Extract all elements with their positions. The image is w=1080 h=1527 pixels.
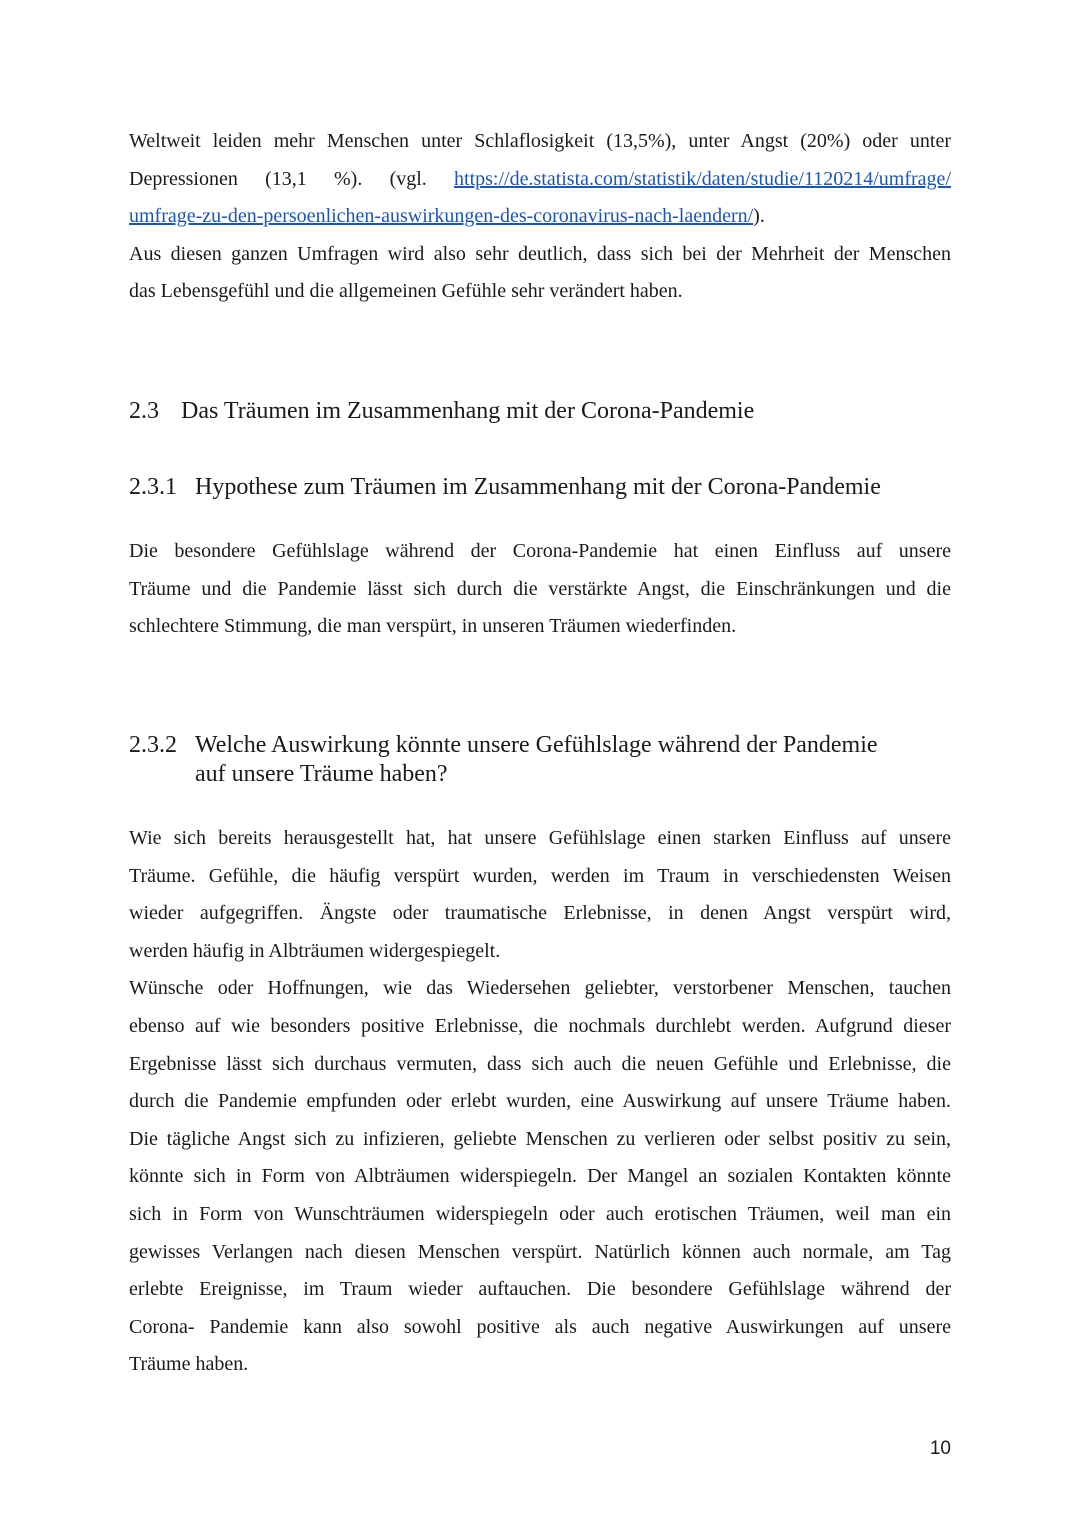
section-number: 2.3.1 xyxy=(129,474,177,500)
text-line: Aus diesen ganzen Umfragen wird also sehr deutlich, dass sich bei der Mehrheit der Menschen xyxy=(129,242,951,265)
text-line: durch die Pandemie empfunden oder erlebt wurden, eine Auswirkung auf unsere Träume haben. xyxy=(129,1090,951,1113)
text-line: Wünsche oder Hoffnungen, wie das Wiedersehen geliebter, verstorbener Menschen, tauchen xyxy=(129,977,951,1000)
text-line: Corona- Pandemie kann also sowohl positive als auch negative Auswirkungen auf unsere xyxy=(129,1315,951,1338)
text-line: Wie sich bereits herausgestellt hat, hat unsere Gefühlslage einen starken Einfluss auf unsere xyxy=(129,827,951,849)
text-line: Depressionen (13,1 %). (vgl. https://de.statista.com/statistik/daten/studie/1120214/umfrage/ xyxy=(129,167,951,190)
text-line: Träume und die Pandemie lässt sich durch die verstärkte Angst, die Einschränkungen und die xyxy=(129,577,951,600)
text-line: Träume. Gefühle, die häufig verspürt wurden, werden im Traum in verschiedensten Weisen xyxy=(129,864,951,887)
text-line: schlechtere Stimmung, die man verspürt, in unseren Träumen wiederfinden. xyxy=(129,615,737,638)
intro-paragraph xyxy=(129,123,951,311)
statista-link-continued[interactable]: umfrage-zu-den-persoenlichen-auswirkungen-des-coronavirus-nach-laendern/ xyxy=(129,205,754,228)
section-heading-2-3 xyxy=(129,396,754,426)
section-heading-2-3-2 xyxy=(129,731,878,789)
text-line: Träume haben. xyxy=(129,1353,249,1376)
text-line: gewisses Verlangen nach diesen Menschen verspürt. Natürlich können auch normale, am Tag xyxy=(129,1240,951,1263)
effects-paragraph xyxy=(129,820,951,1384)
text-line: Die besondere Gefühlslage während der Corona-Pandemie hat einen Einfluss auf unsere xyxy=(129,540,951,562)
text-line: sich in Form von Wunschträumen widerspiegeln oder auch erotischen Träumen, weil man ein xyxy=(129,1202,951,1225)
section-title: Das Träumen im Zusammenhang mit der Corona-Pandemie xyxy=(181,398,755,424)
text-line: ebenso auf wie besonders positive Erlebnisse, die nochmals durchlebt werden. Aufgrund dieser xyxy=(129,1014,951,1037)
text-line: wieder aufgegriffen. Ängste oder traumatische Erlebnisse, in denen Angst verspürt wird, xyxy=(129,902,951,925)
text-line: erlebte Ereignisse, im Traum wieder auftauchen. Die besondere Gefühlslage während der xyxy=(129,1278,951,1301)
section-title-line1: Welche Auswirkung könnte unsere Gefühlslage während der Pandemie xyxy=(195,732,878,758)
text-line: werden häufig in Albträumen widergespiegelt. xyxy=(129,939,501,962)
text-line: Ergebnisse lässt sich durchaus vermuten, dass sich auch die neuen Gefühle und Erlebnisse, die xyxy=(129,1052,951,1075)
section-title-line2: auf unsere Träume haben? xyxy=(195,761,448,787)
section-number: 2.3.2 xyxy=(129,732,177,758)
section-title: Hypothese zum Träumen im Zusammenhang mit der Corona-Pandemie xyxy=(195,474,881,500)
page-number: 10 xyxy=(929,1438,951,1459)
text-line: Weltweit leiden mehr Menschen unter Schlaflosigkeit (13,5%), unter Angst (20%) oder unter xyxy=(129,130,951,152)
statista-link[interactable]: https://de.statista.com/statistik/daten/studie/1120214/umfrage/ xyxy=(454,167,951,190)
hypothesis-paragraph xyxy=(129,533,951,646)
text-line: das Lebensgefühl und die allgemeinen Gefühle sehr verändert haben. xyxy=(129,280,683,303)
text-line: könnte sich in Form von Albträumen widerspiegeln. Der Mangel an sozialen Kontakten könnte xyxy=(129,1165,951,1188)
text-line: Die tägliche Angst sich zu infizieren, geliebte Menschen zu verlieren oder selbst positiv zu sein, xyxy=(129,1127,951,1150)
section-number: 2.3 xyxy=(129,398,159,424)
section-heading-2-3-1 xyxy=(129,473,881,502)
text-line: umfrage-zu-den-persoenlichen-auswirkungen-des-coronavirus-nach-laendern/). xyxy=(129,205,765,228)
